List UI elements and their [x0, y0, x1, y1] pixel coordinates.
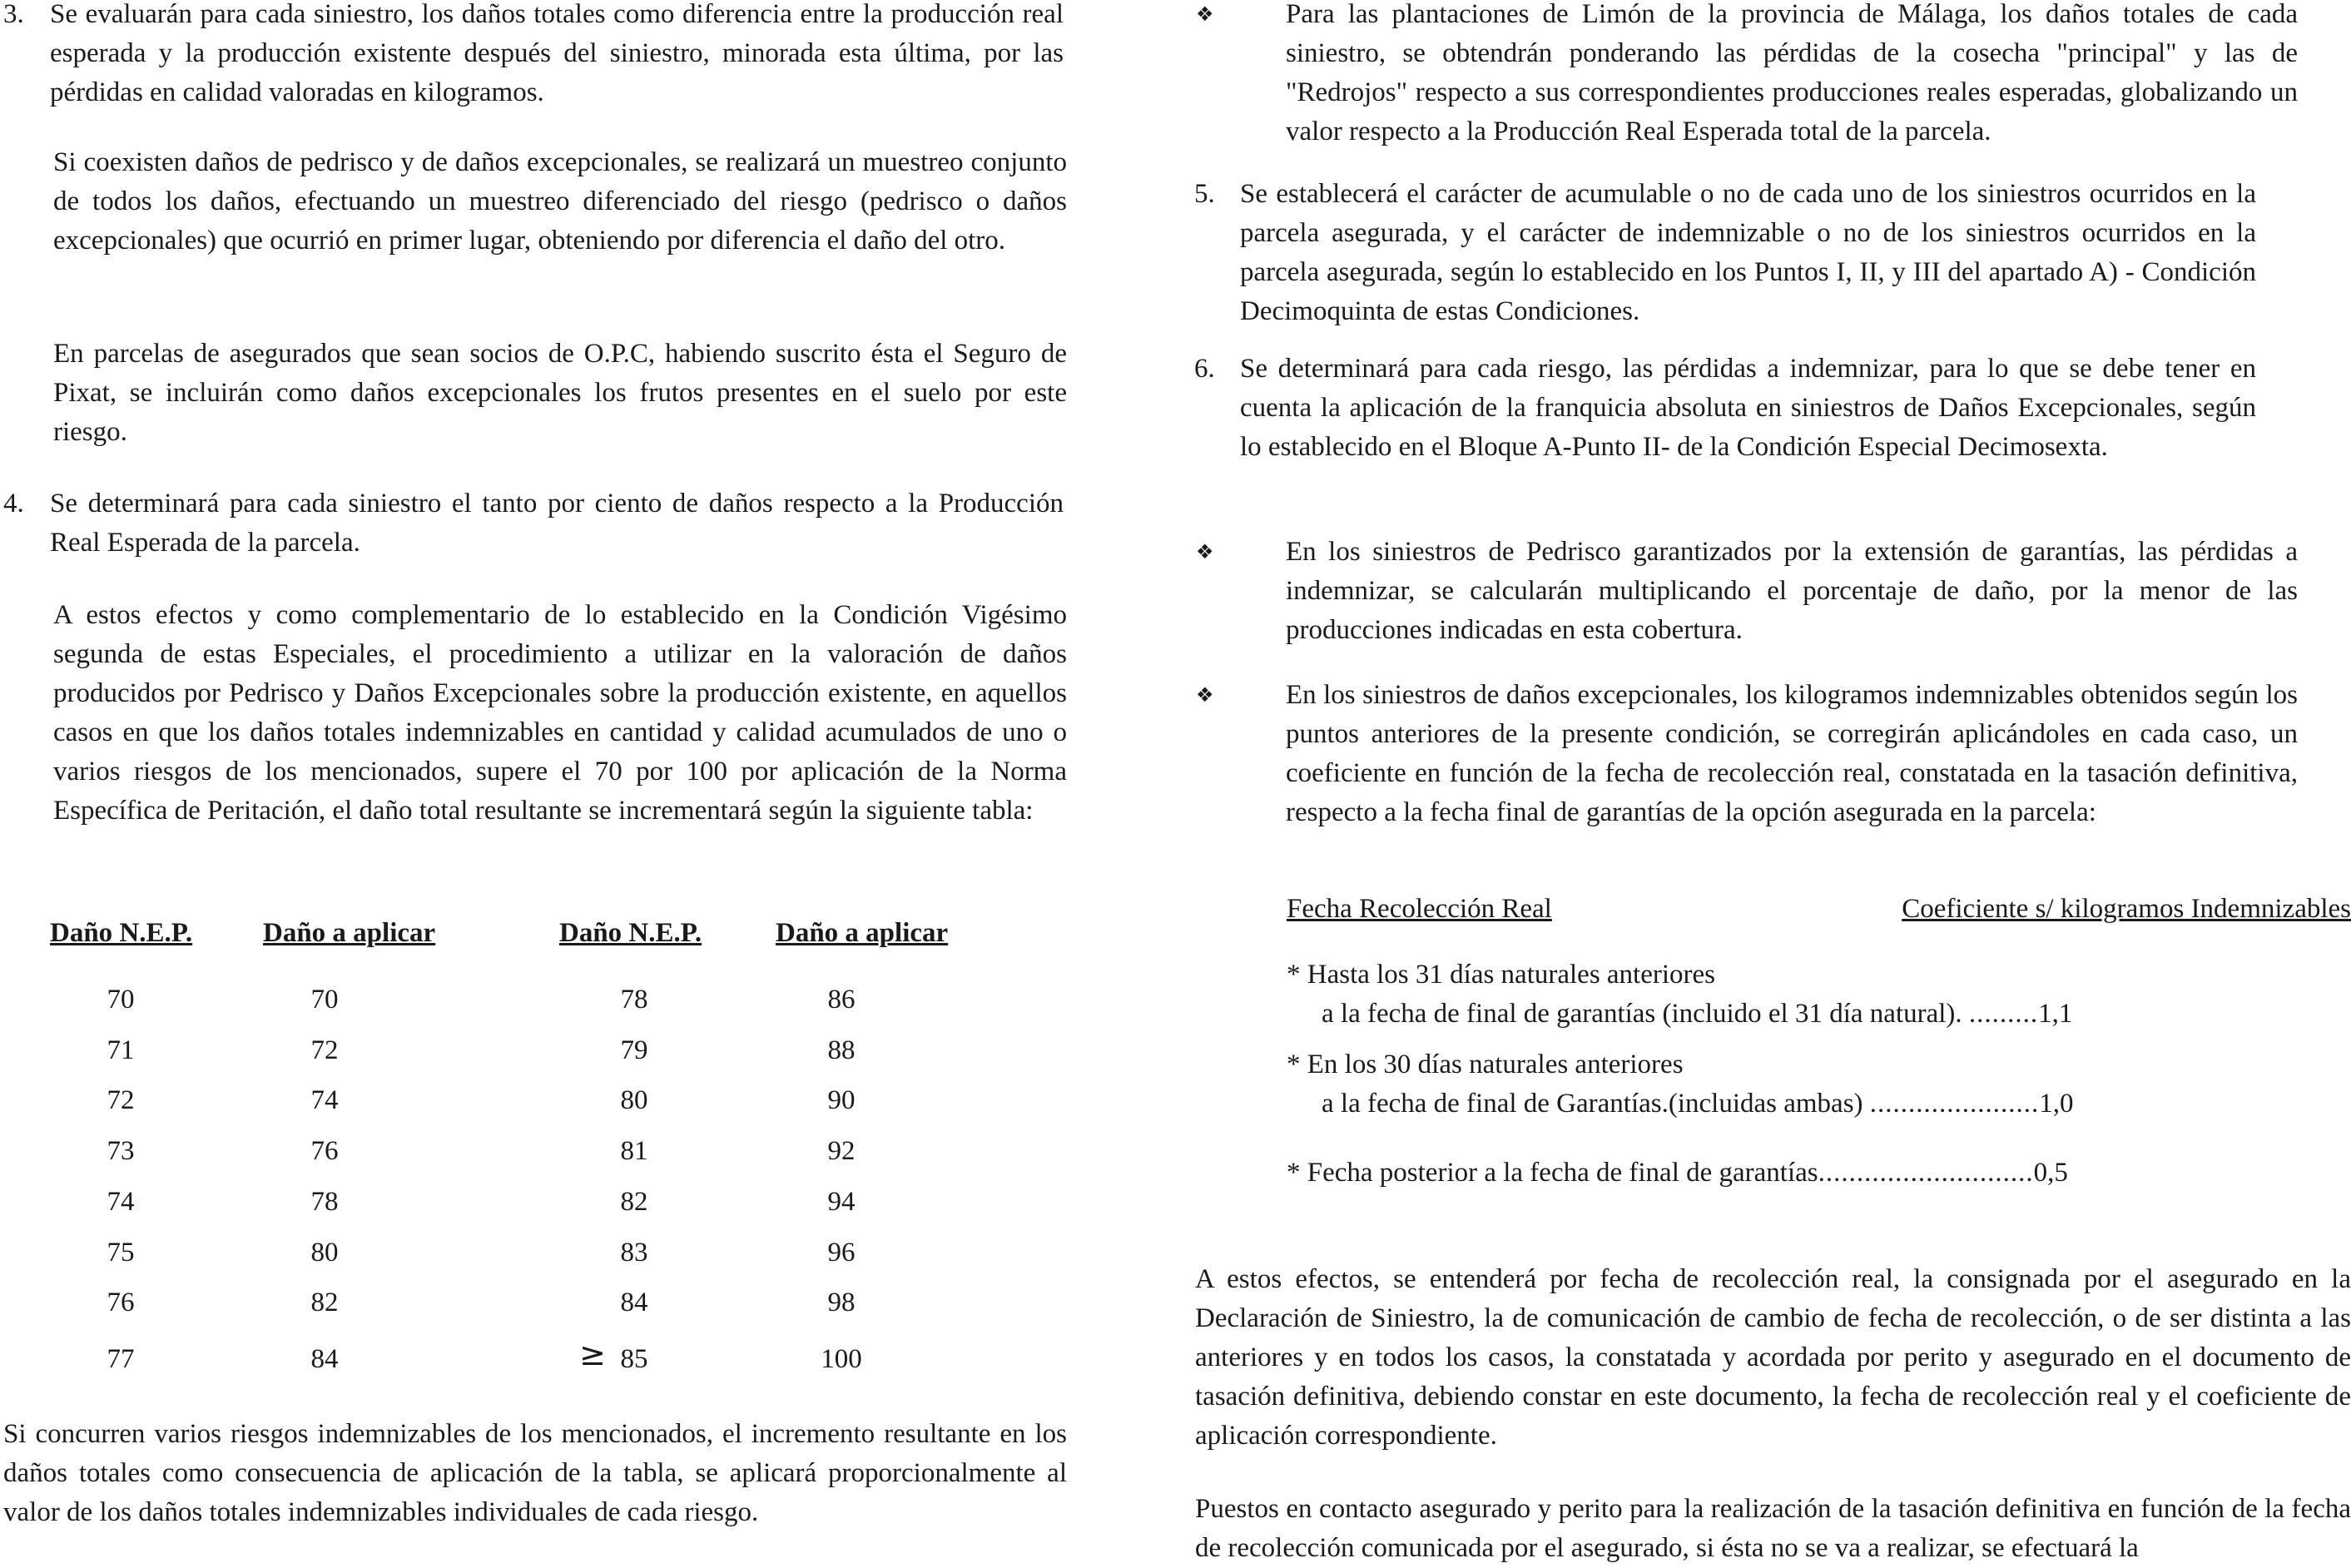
- para-opc: En parcelas de asegurados que sean socios de O.P.C, habiendo suscrito ésta el Seguro de Pixat, se incluirán como daños excepcionales los frutos presentes en el suelo por este riesgo.: [53, 339, 1067, 447]
- diamond-bullet-icon: ❖: [1196, 2, 1214, 26]
- item-3: [3, 0, 1064, 112]
- table-cell: 72: [310, 1035, 339, 1065]
- bullet-limon-text: Para las plantaciones de Limón de la provincia de Málaga, los daños totales de cada siniestro, se obtendrán ponderando las pérdidas de la cosecha "principal" y las de "Redrojos" respecto a sus correspondientes producciones reales esperadas, globalizando un valor respecto a la Producción Real Esperada total de la parcela.: [1286, 0, 2298, 146]
- item-6: [1100, 350, 2256, 467]
- coef-item-1: [1287, 955, 2202, 1034]
- table-cell: 80: [620, 1085, 648, 1115]
- table-cell: 76: [310, 1136, 339, 1166]
- header-dano-nep-2: Daño N.E.P.: [559, 918, 702, 948]
- table-cell: 86: [827, 985, 856, 1015]
- coef-item-1-line1: * Hasta los 31 días naturales anteriores: [1287, 960, 1716, 990]
- para-coexisten: Si coexisten daños de pedrisco y de daños excepcionales, se realizará un muestreo conjunto de todos los daños, efectuando un muestreo diferenciado del riesgo (pedrisco o daños excepcionales) que ocurrió en primer lugar, obteniendo por diferencia el daño del otro.: [53, 147, 1067, 256]
- item-4-text: Se determinará para cada siniestro el tanto por ciento de daños respecto a la Producción Real Esperada de la parcela.: [50, 489, 1064, 558]
- coef-item-3-dots: ............................: [1818, 1158, 2034, 1188]
- coef-item-3-value: 0,5: [2033, 1158, 2068, 1188]
- header-coeficiente: Coeficiente s/ kilogramos Indemnizables: [1902, 894, 2351, 924]
- para-concurren: Si concurren varios riesgos indemnizables de los mencionados, el incremento resultante en los daños totales como consecuencia de aplicación de la tabla, se aplicará proporcionalmente al valor de los daños totales indemnizables individuales de cada riesgo.: [3, 1419, 1067, 1527]
- coef-item-2: [1287, 1045, 2202, 1124]
- header-dano-aplicar-1: Daño a aplicar: [263, 918, 436, 948]
- para-fecha: A estos efectos, se entenderá por fecha de recolección real, la consignada por el asegurado en la Declaración de Siniestro, la de comunicación de cambio de fecha de recolección, o de ser distinta a las anteriores y en todos los casos, la constatada y acordada por perito y asegurado en el documento de tasación definitiva, debiendo constar en este documento, la fecha de recolección real y el coeficiente de aplicación correspondiente.: [1195, 1264, 2351, 1451]
- table-row: [50, 1132, 982, 1170]
- para-puestos: Puestos en contacto asegurado y perito para la realización de la tasación definitiva en función de la fecha de recolección comunicada por el asegurado, si ésta no se va a realizar, se efectuará la: [1195, 1494, 2351, 1563]
- table-cell: 90: [827, 1085, 856, 1115]
- table-row: [50, 1233, 982, 1272]
- item-6-text: Se determinará para cada riesgo, las pérdidas a indemnizar, para lo que se debe tener en cuenta la aplicación de la franquicia absoluta en siniestros de Daños Excepcionales, según lo establecido en el Bloque A-Punto II- de la Condición Especial Decimosexta.: [1240, 354, 2256, 462]
- table-cell: 92: [827, 1136, 856, 1166]
- coef-item-2-line1: * En los 30 días naturales anteriores: [1287, 1049, 1684, 1079]
- table-cell: 70: [310, 985, 339, 1015]
- table-row: [50, 1081, 982, 1119]
- table-cell: 82: [620, 1187, 648, 1217]
- table-cell: 81: [620, 1136, 648, 1166]
- table-row: [50, 1336, 982, 1378]
- bullet-pedrisco-text: En los siniestros de Pedrisco garantizados por la extensión de garantías, las pérdidas a indemnizar, se calcularán multiplicando el porcentaje de daño, por la menor de las producciones indicadas en esta cobertura.: [1286, 537, 2298, 645]
- table-cell: 96: [827, 1238, 856, 1268]
- coef-item-3-line1: [1287, 1154, 2202, 1193]
- table-cell: 77: [107, 1344, 135, 1374]
- table-row: [50, 1183, 982, 1221]
- table-cell: 73: [107, 1136, 135, 1166]
- table-cell: 79: [620, 1035, 648, 1065]
- diamond-bullet-icon: ❖: [1196, 540, 1214, 563]
- coef-item-3: [1287, 1154, 2202, 1193]
- table-cell: 82: [310, 1288, 339, 1317]
- table-cell: 78: [310, 1187, 339, 1217]
- coef-item-2-value: 1,0: [2039, 1089, 2074, 1119]
- coef-item-2-line2: [1287, 1084, 2202, 1124]
- header-dano-nep-1: Daño N.E.P.: [50, 918, 193, 948]
- table-row: [50, 1031, 982, 1069]
- item-4-number: 4.: [3, 489, 24, 519]
- bullet-excepcionales: [1100, 676, 2298, 832]
- coef-item-1-line2: [1287, 995, 2202, 1034]
- header-fecha-recoleccion: Fecha Recolección Real: [1287, 894, 1552, 924]
- item-4: [3, 484, 1064, 563]
- table-cell: 100: [821, 1344, 862, 1374]
- table-cell: 98: [827, 1288, 856, 1317]
- table-cell: 84: [620, 1288, 648, 1317]
- coef-item-1-value: 1,1: [2038, 999, 2073, 1029]
- item-5-number: 5.: [1194, 179, 1215, 209]
- coef-item-1-desc: a la fecha de final de garantías (incluido el 31 día natural).: [1322, 999, 1962, 1029]
- table-cell: 85: [620, 1344, 648, 1374]
- item-5-text: Se establecerá el carácter de acumulable o no de cada uno de los siniestros ocurridos en la parcela asegurada, y el carácter de indemnizable o no de los siniestros ocurridos en la parcela asegurada, según lo establecido en los Puntos I, II, y III del apartado A) - Condición Decimoquinta de estas Condiciones.: [1240, 179, 2256, 326]
- table-row: [50, 1283, 982, 1322]
- table-cell: 75: [107, 1238, 135, 1268]
- bullet-pedrisco: [1100, 533, 2298, 650]
- greater-equal-symbol: ≥: [579, 1336, 606, 1372]
- table-cell: 84: [310, 1344, 339, 1374]
- table-cell: 94: [827, 1187, 856, 1217]
- table-cell: 70: [107, 985, 135, 1015]
- table-row: [50, 980, 982, 1019]
- table-cell: 83: [620, 1238, 648, 1268]
- coef-item-2-desc: a la fecha de final de Garantías.(incluidas ambas): [1322, 1089, 1863, 1119]
- item-6-number: 6.: [1194, 354, 1215, 384]
- table-cell: 71: [107, 1035, 135, 1065]
- bullet-limon: [1100, 0, 2298, 151]
- table-cell: 80: [310, 1238, 339, 1268]
- item-3-number: 3.: [3, 0, 24, 29]
- coef-item-3-desc: * Fecha posterior a la fecha de final de garantías: [1287, 1158, 1818, 1188]
- item-5: [1100, 175, 2256, 331]
- para-efectos: A estos efectos y como complementario de lo establecido en la Condición Vigésimo segunda de estas Especiales, el procedimiento a utilizar en la valoración de daños producidos por Pedrisco y Daños Excepcionales sobre la producción existente, en aquellos casos en que los daños totales indemnizables en cantidad y calidad acumulados de uno o varios riesgos de los mencionados, supere el 70 por 100 por aplicación de la Norma Específica de Peritación, el daño total resultante se incrementará según la siguiente tabla:: [53, 600, 1067, 826]
- coef-item-1-dots: .........: [1968, 999, 2039, 1029]
- header-dano-aplicar-2: Daño a aplicar: [776, 918, 949, 948]
- table-cell: 88: [827, 1035, 856, 1065]
- table-cell: 78: [620, 985, 648, 1015]
- table-cell: 74: [310, 1085, 339, 1115]
- item-3-text: Se evaluarán para cada siniestro, los daños totales como diferencia entre la producción real esperada y la producción existente después del siniestro, minorada esta última, por las pérdidas en calidad valoradas en kilogramos.: [50, 0, 1064, 107]
- bullet-excepcionales-text: En los siniestros de daños excepcionales, los kilogramos indemnizables obtenidos según los puntos anteriores de la presente condición, se corregirán aplicándoles en cada caso, un coeficiente en función de la fecha de recolección real, constatada en la tasación definitiva, respecto a la fecha final de garantías de la opción asegurada en la parcela:: [1286, 680, 2298, 827]
- diamond-bullet-icon: ❖: [1196, 683, 1214, 707]
- coef-item-2-dots: ......................: [1869, 1089, 2040, 1119]
- table-cell: 72: [107, 1085, 135, 1115]
- table-cell: 76: [107, 1288, 135, 1317]
- table-cell: 74: [107, 1187, 135, 1217]
